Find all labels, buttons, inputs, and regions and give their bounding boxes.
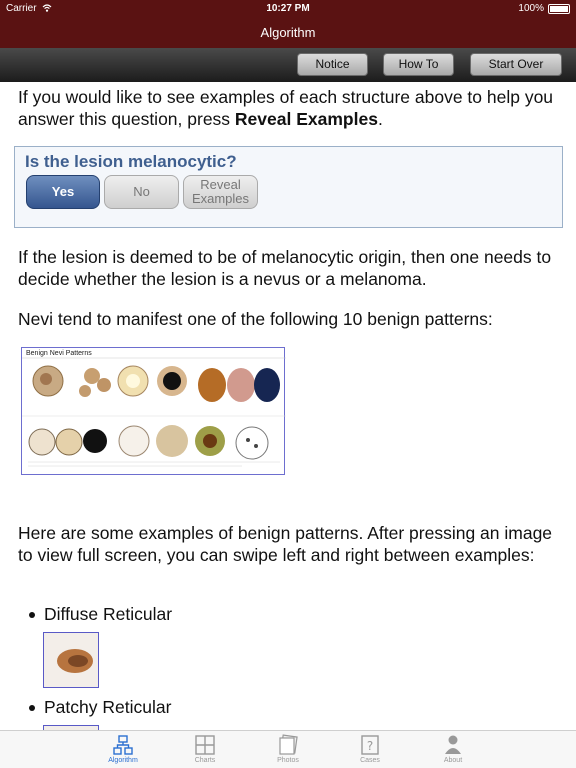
diffuse-reticular-image bbox=[44, 633, 99, 688]
reveal-examples-button[interactable] bbox=[183, 175, 258, 209]
tab-bar bbox=[0, 730, 576, 768]
charts-icon bbox=[194, 734, 216, 756]
reveal-label-line2: Examples bbox=[191, 191, 250, 206]
start-over-button[interactable]: Start Over bbox=[470, 53, 562, 76]
clock: 10:27 PM bbox=[266, 3, 310, 14]
tab-label-cases: Cases bbox=[360, 757, 380, 764]
melanocytic-paragraph: If the lesion is deemed to be of melanocytic origin, then one needs to decide whether the lesion is a nevus or a melanoma. bbox=[18, 247, 552, 289]
battery-status bbox=[518, 3, 570, 14]
nevi-paragraph: Nevi tend to manifest one of the following 10 benign patterns: bbox=[18, 309, 493, 329]
tab-algorithm[interactable] bbox=[88, 731, 158, 768]
content-area[interactable] bbox=[0, 82, 576, 730]
svg-text:?: ? bbox=[366, 739, 374, 753]
toolbar bbox=[0, 48, 576, 82]
tab-about[interactable] bbox=[418, 731, 488, 768]
benign-patterns-image[interactable] bbox=[21, 347, 285, 475]
tab-label-charts: Charts bbox=[194, 757, 216, 764]
photos-icon bbox=[277, 734, 299, 756]
intro-paragraph bbox=[18, 86, 563, 130]
tab-photos[interactable] bbox=[253, 731, 323, 768]
nav-bar bbox=[0, 18, 576, 48]
examples-paragraph: Here are some examples of benign patterns. After pressing an image to view full screen, you can swipe left and right between examples: bbox=[18, 523, 553, 565]
notice-button[interactable]: Notice bbox=[297, 53, 368, 76]
battery-icon bbox=[548, 4, 570, 14]
tab-label-photos: Photos bbox=[277, 757, 299, 764]
carrier-text: Carrier bbox=[6, 3, 37, 14]
bullet-patchy-reticular: Patchy Reticular bbox=[44, 697, 172, 717]
question-panel bbox=[14, 146, 563, 228]
tab-charts[interactable] bbox=[170, 731, 240, 768]
cases-icon bbox=[359, 734, 381, 756]
tab-label-algorithm: Algorithm bbox=[108, 757, 138, 764]
question-text: Is the lesion melanocytic? bbox=[25, 152, 237, 171]
bullet-dot bbox=[29, 612, 35, 618]
page-title: Algorithm bbox=[260, 25, 316, 40]
intro-suffix: . bbox=[377, 109, 383, 129]
tab-label-about: About bbox=[443, 757, 463, 764]
benign-patterns-illustration bbox=[22, 348, 286, 476]
status-bar bbox=[0, 0, 576, 18]
how-to-button[interactable]: How To bbox=[383, 53, 454, 76]
about-icon bbox=[442, 734, 464, 756]
pattern-card-title: Benign Nevi Patterns bbox=[26, 350, 92, 357]
no-button[interactable]: No bbox=[104, 175, 179, 209]
battery-percent: 100% bbox=[518, 3, 544, 14]
bullet-dot bbox=[29, 705, 35, 711]
algorithm-icon bbox=[112, 734, 134, 756]
reveal-label-line1: Reveal bbox=[200, 177, 241, 192]
yes-button[interactable]: Yes bbox=[26, 175, 100, 209]
bullet-diffuse-reticular: Diffuse Reticular bbox=[44, 604, 173, 624]
tab-cases[interactable] bbox=[335, 731, 405, 768]
diffuse-reticular-thumbnail[interactable] bbox=[43, 632, 99, 688]
intro-text: If you would like to see examples of each structure above to help you answer this question, press bbox=[18, 87, 554, 129]
intro-bold-text: Reveal Examples bbox=[234, 109, 378, 129]
